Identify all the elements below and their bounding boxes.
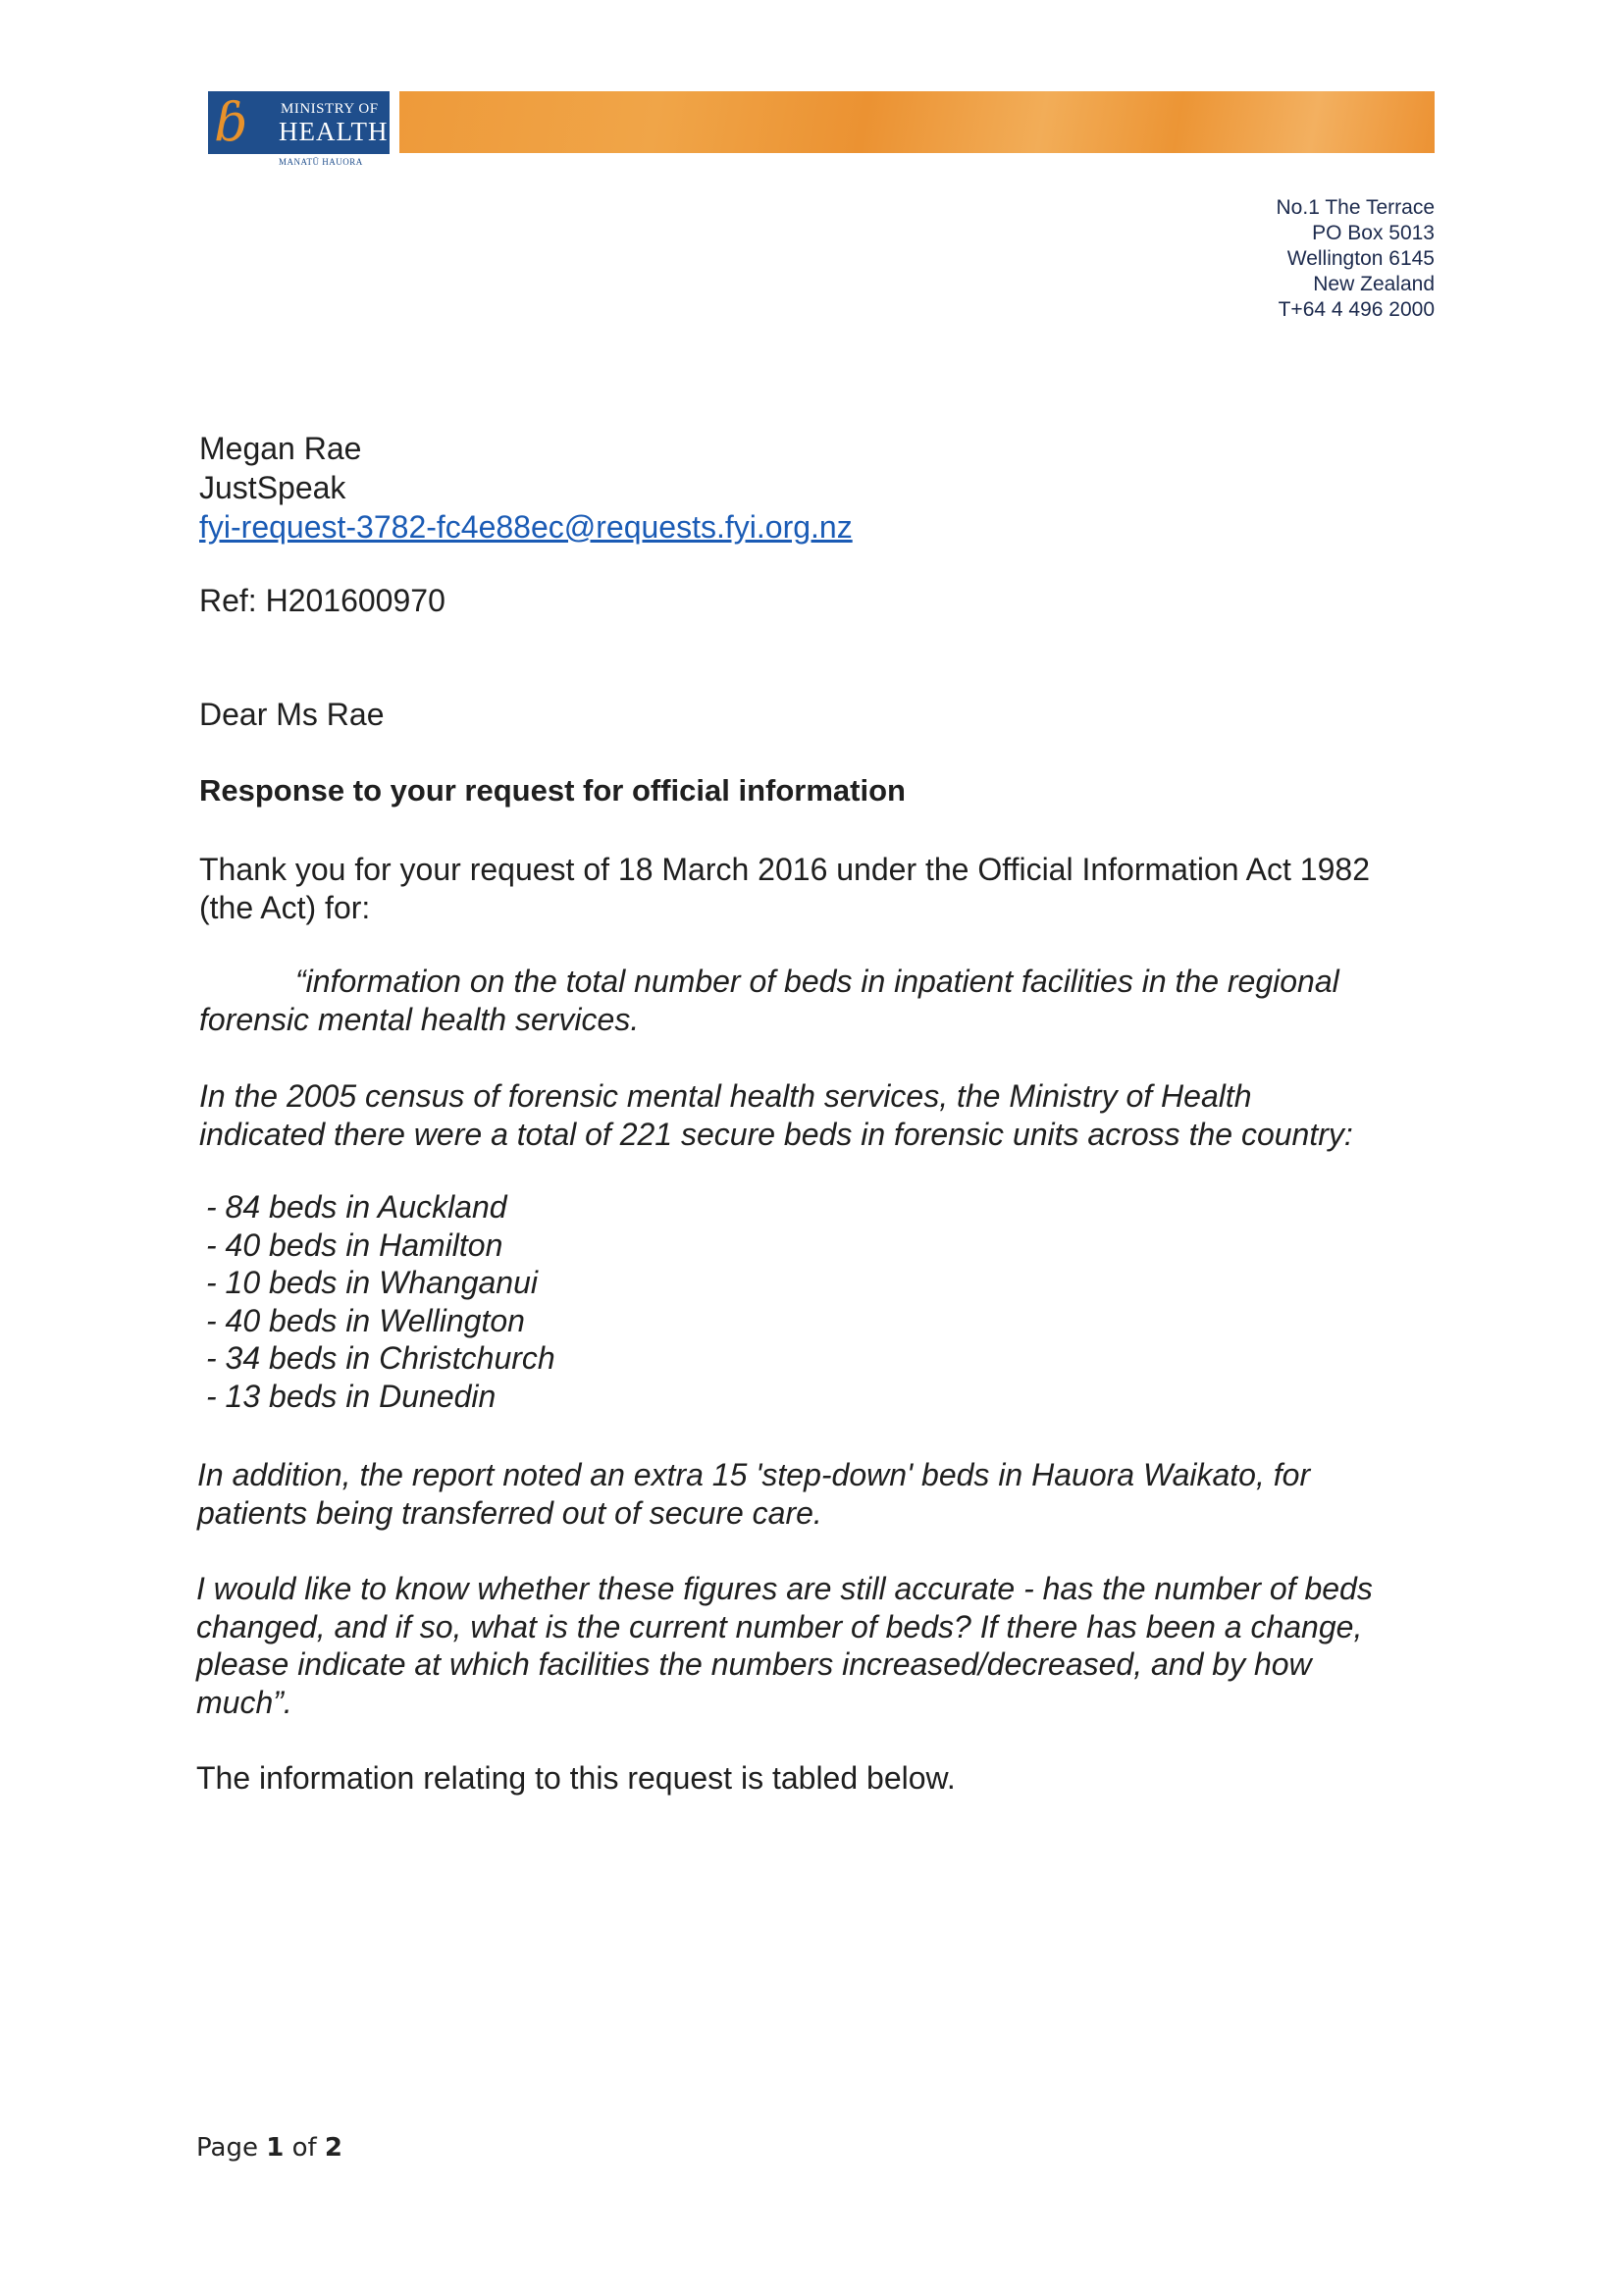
header-band [399, 91, 1435, 153]
recipient-name: Megan Rae [199, 431, 362, 466]
sender-address [1277, 195, 1435, 323]
ministry-of-health-logo [208, 91, 390, 154]
beds-list [206, 1188, 555, 1415]
logo-subtitle: MANATŪ HAUORA [279, 157, 363, 167]
of-label: of [291, 2133, 317, 2163]
list-item: - 34 beds in Christchurch [206, 1340, 555, 1376]
list-item: - 84 beds in Auckland [206, 1189, 507, 1225]
text-line: much”. [196, 1684, 292, 1720]
text-line: I would like to know whether these figures are still accurate - has the number of beds [196, 1571, 1373, 1606]
logo-koru-icon: ɓ [214, 91, 248, 153]
page-label: Page [196, 2133, 258, 2163]
text-line: In addition, the report noted an extra 15 'step-down' beds in Hauora Waikato, for [197, 1457, 1311, 1492]
current-page: 1 [266, 2133, 285, 2163]
text-line: “information on the total number of beds in inpatient facilities in the regional [295, 964, 1339, 999]
text-line: forensic mental health services. [199, 1001, 640, 1037]
intro-paragraph [199, 851, 1370, 926]
text-line: (the Act) for: [199, 889, 371, 925]
list-item: - 13 beds in Dunedin [206, 1378, 497, 1414]
address-line: T+64 4 496 2000 [1278, 298, 1435, 321]
address-line: New Zealand [1313, 273, 1435, 295]
logo-line2: HEALTH [279, 117, 389, 146]
quote-paragraph-2 [199, 1077, 1353, 1153]
list-item: - 40 beds in Wellington [206, 1302, 525, 1338]
list-item: - 10 beds in Whanganui [206, 1265, 538, 1300]
address-line: Wellington 6145 [1286, 247, 1435, 270]
text-line: changed, and if so, what is the current number of beds? If there has been a change, [196, 1608, 1363, 1644]
text-line: Thank you for your request of 18 March 2016 under the Official Information Act 1982 [199, 852, 1370, 887]
address-line: No.1 The Terrace [1276, 196, 1435, 219]
list-item: - 40 beds in Hamilton [206, 1226, 503, 1263]
total-pages: 2 [324, 2133, 342, 2163]
text-line: indicated there were a total of 221 secure beds in forensic units across the country: [199, 1116, 1353, 1152]
address-line: PO Box 5013 [1312, 222, 1435, 244]
page-number [196, 2133, 342, 2163]
salutation: Dear Ms Rae [199, 697, 385, 732]
quote-paragraph-3 [197, 1456, 1310, 1532]
text-line: patients being transferred out of secure care. [197, 1494, 822, 1531]
text-line: please indicate at which facilities the numbers increased/decreased, and by how [196, 1646, 1312, 1682]
reference: Ref: H201600970 [199, 583, 445, 618]
recipient-org: JustSpeak [199, 470, 346, 505]
quote-paragraph-1 [199, 963, 1339, 1038]
closing-paragraph: The information relating to this request is tabled below. [196, 1760, 956, 1796]
recipient-block [199, 429, 853, 547]
letter-heading: Response to your request for official information [199, 773, 906, 808]
logo-line1: MINISTRY OF [281, 101, 379, 117]
text-line: In the 2005 census of forensic mental health services, the Ministry of Health [199, 1078, 1252, 1114]
quote-paragraph-4 [196, 1570, 1373, 1721]
recipient-email-link[interactable]: fyi-request-3782-fc4e88ec@requests.fyi.org.nz [199, 509, 853, 545]
